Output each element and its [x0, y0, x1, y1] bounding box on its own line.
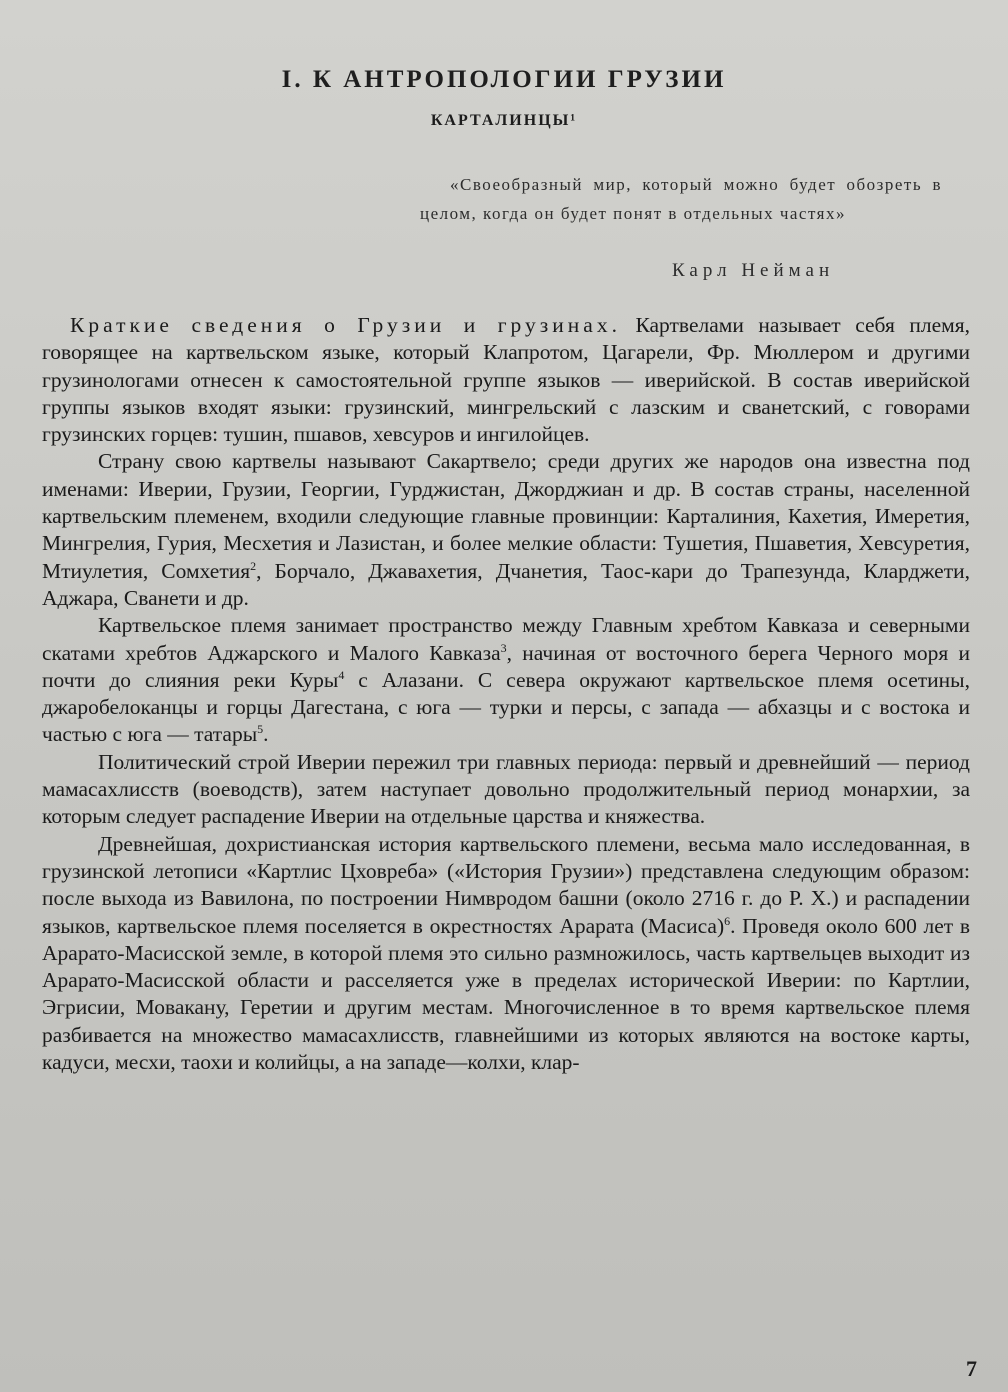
- text-run: Страну свою картвелы называют Сакартвело; среди других же народов она известна под именами: Иверии, Грузии, Георгии, Гурджистан, Джорджиан и др. В состав страны, населенной картвельским племенем, входили следующие главные провинции: Карталиния, Кахетия, Имеретия, Мингрелия, Гурия, Месхетия и Лазистан, и более мелкие области: Тушетия, Пшаветия, Хевсуретия, Мтиулетия, Сомхетия: [42, 449, 970, 583]
- paragraph: [42, 312, 970, 448]
- paragraph: [42, 749, 970, 831]
- paragraph: [42, 831, 970, 1077]
- epigraph-quote: «Своеобразный мир, который можно будет обозреть в целом, когда он будет понят в отдельных частях»: [420, 175, 942, 223]
- paragraph-lead: Краткие сведения о Грузии и грузинах.: [70, 313, 621, 337]
- text-run: .: [263, 722, 269, 747]
- section-subtitle: КАРТАЛИНЦЫ¹: [430, 112, 578, 129]
- footnote-marker: 3: [500, 640, 507, 655]
- chapter-title: I. К АНТРОПОЛОГИИ ГРУЗИИ: [281, 66, 727, 93]
- text-run: Политический строй Иверии пережил три главных периода: первый и древнейший — период мамасахлисств (воеводств), затем наступает довольно продолжительный период монархии, за которым следует распадение Иверии на отдельные царства и княжества.: [42, 749, 970, 829]
- body-text: [42, 312, 970, 1076]
- footnote-marker: 6: [724, 913, 731, 928]
- text-run: Древнейшая, дохристианская история картвельского племени, весьма мало исследованная, в грузинской летописи «Картлис Цховреба» («История Грузии») представлена следующим образом: после выхода из Вавилона, по построении Нимвродом башни (около 2716 г. до Р. Х.) и распадении языков, картвельское племя поселяется в окрестностях Арарата (Масиса): [42, 831, 970, 938]
- paragraph: [42, 448, 970, 612]
- page-number: 7: [966, 1356, 977, 1381]
- text-run: Картвельское племя занимает пространство между Главным хребтом Кавказа и северными скатами хребтов Аджарского и Малого Кавказа: [42, 613, 970, 665]
- paragraph: [42, 612, 970, 748]
- epigraph-author: Карл Нейман: [672, 260, 835, 281]
- footnote-marker: 4: [338, 667, 345, 682]
- text-run: с Алазани. С севера окружают картвельское племя осетины, джаробелоканцы и горцы Дагестана, с юга — турки и персы, с запада — абхазцы и с востока и частью с юга — татары: [42, 667, 970, 747]
- footnote-marker: 2: [250, 558, 257, 573]
- text-run: , начиная от восточного берега Черного моря и почти до слияния реки Куры: [42, 640, 970, 692]
- footnote-marker: 5: [257, 722, 264, 737]
- text-run: . Проведя около 600 лет в Арарато-Масисской земле, в которой племя это сильно размножилось, часть картвельцев выходит из Арарато-Масисской области и расселяется уже в пределах исторической Иверии: по Картлии, Эгрисии, Мовакану, Геретии и другим местам. Многочисленное в то время картвельское племя разбивается на множество мамасахлисств, главнейшими из которых являются на востоке карты, кадуси, месхи, таохи и колийцы, а на западе—колхи, клар-: [42, 913, 971, 1075]
- text-run: Картвелами называет себя племя, говорящее на картвельском языке, который Клапротом, Цагарели, Фр. Мюллером и другими грузинологами отнесен к самостоятельной группе языков — иверийской. В состав иверийской группы языков входят языки: грузинский, мингрельский с лазским и сванетский, с говорами грузинских горцев: тушин, пшавов, хевсуров и ингилойцев.: [42, 313, 970, 447]
- text-run: , Борчало, Джавахетия, Дчанетия, Таос-кари до Трапезунда, Кларджети, Аджара, Сванети и др.: [42, 558, 970, 610]
